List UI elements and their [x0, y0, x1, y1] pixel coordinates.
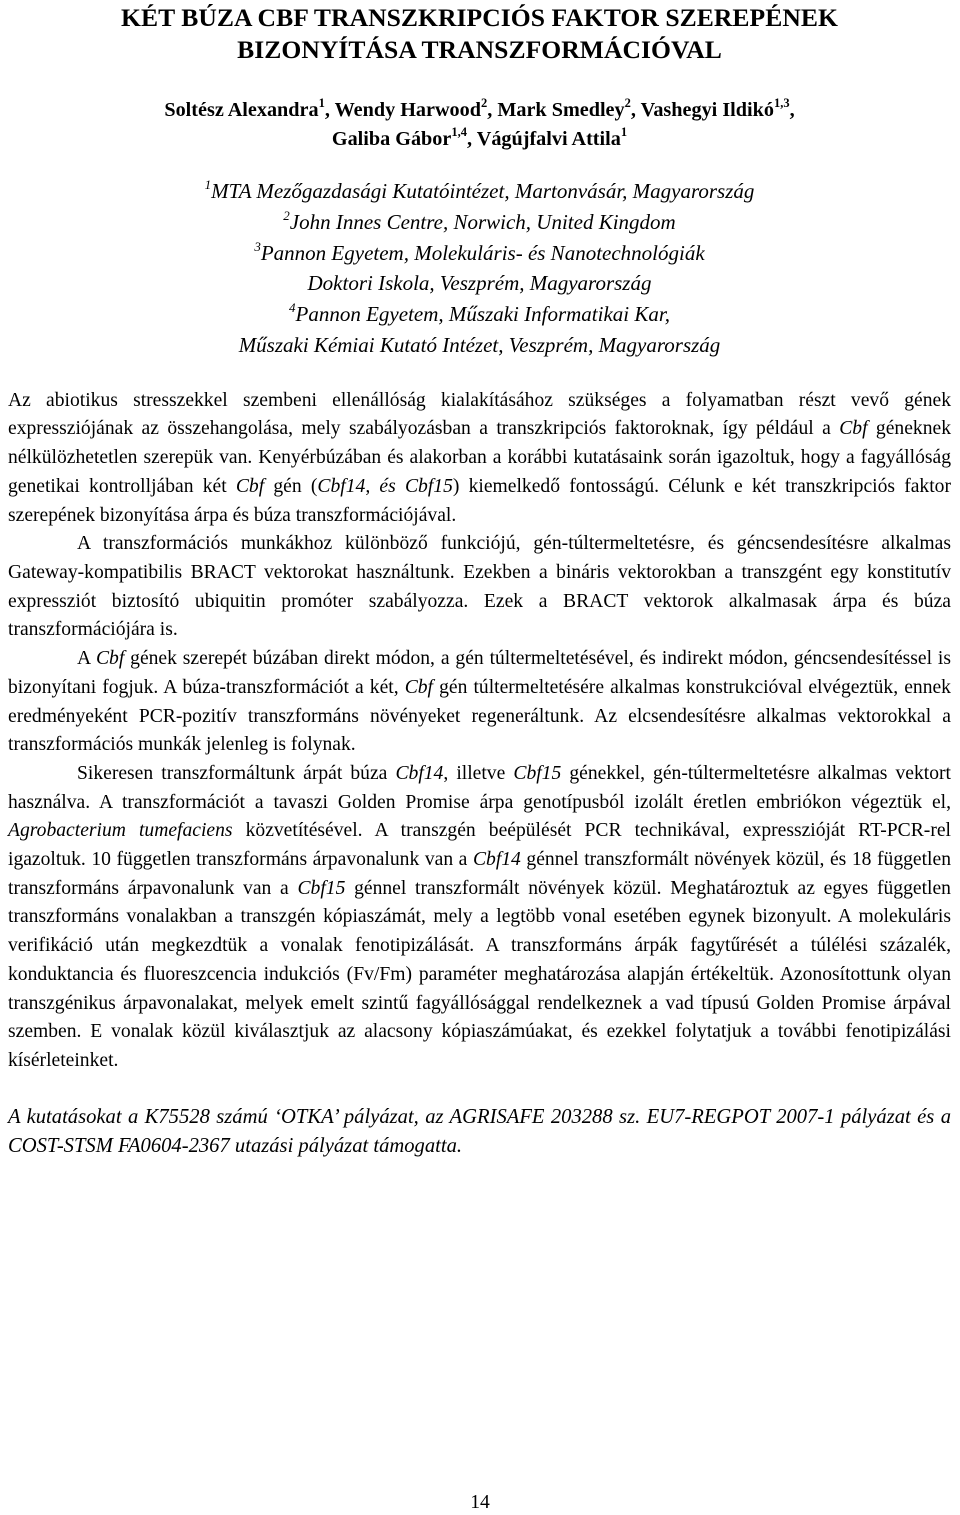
abstract-paragraph-3: [8, 645, 951, 760]
author-line-2: [8, 125, 951, 154]
text-run: génnel transzformált növények közül, és 18 független transzformáns árpavonalunk van a: [8, 849, 951, 899]
author-separator: ,: [487, 99, 498, 121]
italic-term: Cbf: [404, 676, 433, 698]
affiliation-list: [8, 176, 951, 361]
affiliation-text: John Innes Centre, Norwich, United Kingdom: [289, 209, 676, 234]
text-run: közvetítésével. A transzgén beépülését PCR technikával, expresszióját RT-PCR-rel igazoltuk. 10 független transzformáns árpavonalunk van a: [8, 820, 951, 871]
author-affiliation-mark: 1,3: [773, 96, 790, 111]
author-name: Vágújfalvi Attila: [476, 127, 621, 150]
page-number: 14: [470, 1492, 490, 1513]
italic-term: Cbf14, és Cbf15: [317, 475, 453, 497]
paper-title: [8, 0, 951, 66]
italic-term: Cbf: [235, 475, 265, 497]
italic-term: Cbf14: [472, 849, 521, 871]
affiliation-text: Pannon Egyetem, Műszaki Informatikai Kar,: [295, 302, 670, 327]
author-affiliation-mark: 1: [620, 124, 628, 139]
title-line-1: KÉT BÚZA CBF TRANSZKRIPCIÓS FAKTOR SZEREPÉNEK: [121, 3, 838, 32]
italic-term: Agrobacterium tumefaciens: [8, 820, 233, 842]
text-run: Az abiotikus stresszekkel szembeni ellenállóság kialakításához szükséges a folyamatban részt vevő gének expressziójának az összehangolása, mely szabályozásban a transzkripciós faktoroknak, így például a: [8, 389, 951, 440]
text-run: géneknek nélkülözhetetlen szerepük van. Kenyérbúzában és alakorban a korábbi kutatásaink során igazoltuk, hogy a fagyállóság genetikai kontrolljában két: [8, 418, 951, 497]
funding-acknowledgement: A kutatásokat a K75528 számú ‘OTKA’ pályázat, az AGRISAFE 203288 sz. EU7-REGPOT 2007-1 pályázat és a COST-STSM FA0604-2367 utazási pályázat támogatta.: [8, 1105, 951, 1157]
text-run: ) kiemelkedő fontosságú. Célunk e két transzkripciós faktor szerepének bizonyítása árpa és búza transzformációjával.: [8, 475, 951, 526]
affiliation-line: [8, 330, 951, 361]
text-run: gén (: [264, 475, 318, 497]
author-list: [8, 96, 951, 153]
affiliation-text: MTA Mezőgazdasági Kutatóintézet, Martonvásár, Magyarország: [211, 179, 755, 203]
affiliation-text: Pannon Egyetem, Molekuláris- és Nanotechnológiák: [260, 240, 705, 265]
author-separator: ,: [324, 99, 335, 121]
author-name: Vashegyi Ildikó: [640, 99, 774, 121]
italic-term: Cbf: [95, 648, 125, 670]
affiliation-mark: 4: [289, 300, 296, 316]
text-run: A transzformációs munkákhoz különböző funkciójú, gén-túltermeltetésre, és géncsendesítésre alkalmas Gateway-kompatibilis BRACT vektorokat használtunk. Ezekben a bináris vektorokban a transzgént egy konstitutív expressziót biztosító ubiquitin promóter szabályozza. Ezek a BRACT vektorok alkalmasak árpa és búza transzformációjára is.: [8, 533, 951, 641]
italic-term: Cbf15: [297, 877, 346, 899]
author-name: Mark Smedley: [497, 99, 625, 121]
abstract-paragraph-2: [8, 530, 951, 645]
text-run: , illetve: [443, 762, 514, 784]
author-affiliation-mark: 2: [624, 96, 631, 111]
abstract-body: [8, 387, 951, 1076]
author-affiliation-mark: 2: [480, 96, 488, 111]
italic-term: Cbf: [839, 418, 868, 440]
text-run: gén túltermeltetésére alkalmas konstrukcióval elvégeztük, ennek eredményeként PCR-pozitív transzformáns növényeket regeneráltunk. Az elcsendesítésre alkalmas vektorokkal a transzformációs munkák jelenleg is folynak.: [8, 676, 951, 756]
italic-term: Cbf15: [513, 762, 562, 784]
text-run: Sikeresen transzformáltunk árpát búza: [77, 762, 396, 784]
affiliation-text: Doktori Iskola, Veszprém, Magyarország: [307, 271, 652, 296]
text-run: gének szerepét búzában direkt módon, a gén túltermeltetésével, és indirekt módon, géncsendesítéssel is bizonyítani fogjuk. A búza-transzformációt a két,: [8, 648, 951, 698]
text-run: A: [77, 648, 96, 670]
author-affiliation-mark: 1,4: [451, 124, 467, 139]
italic-term: Cbf14: [395, 762, 444, 784]
affiliation-mark: 2: [283, 207, 290, 223]
author-separator: ,: [630, 99, 641, 121]
author-separator: ,: [467, 127, 477, 150]
author-name: Galiba Gábor: [331, 127, 452, 150]
affiliation-line: [8, 238, 951, 269]
author-affiliation-mark: 1: [318, 96, 325, 111]
text-run: génekkel, gén-túltermeltetésre alkalmas vektort használva. A transzformációt a tavaszi Golden Promise árpa genotípusból izolált éretlen embriókon végeztük el,: [8, 762, 951, 813]
author-name: Wendy Harwood: [334, 99, 481, 121]
author-separator: ,: [789, 99, 795, 121]
affiliation-line: [8, 268, 951, 299]
author-name: Soltész Alexandra: [164, 99, 319, 121]
affiliation-mark: 1: [204, 177, 212, 192]
affiliation-line: [8, 207, 951, 238]
abstract-paragraph-4: [8, 760, 951, 1076]
affiliation-line: [8, 176, 951, 207]
affiliation-line: [8, 299, 951, 330]
abstract-paragraph-1: [8, 387, 951, 531]
title-line-2: BIZONYÍTÁSA TRANSZFORMÁCIÓVAL: [237, 35, 722, 64]
text-run: génnel transzformált növények közül. Meghatároztuk az egyes független transzformáns vonalakban a transzgén kópiaszámát, mely a legtöbb vonal esetében egynek bizonyult. A molekuláris verifikáció után megkezdtük a vonalak fenotipizálását. A transzformáns árpák fagytűrését a túlélési százalék, konduktancia és fluoreszcencia indukciós (Fv/Fm) paraméter meghatározása alapján értékeltük. Azonosítottunk olyan transzgénikus árpavonalakat, melyek emelt szintű fagyállósággal rendelkeznek a vad típusú Golden Promise árpával szemben. E vonalak közül kiválasztjuk az alacsony kópiaszámúakat, és ezekkel folytatjuk a további fenotipizálási kísérleteinket.: [8, 877, 951, 1071]
affiliation-mark: 3: [254, 238, 261, 254]
author-line-1: [8, 96, 951, 125]
affiliation-text: Műszaki Kémiai Kutató Intézet, Veszprém, Magyarország: [238, 332, 721, 357]
